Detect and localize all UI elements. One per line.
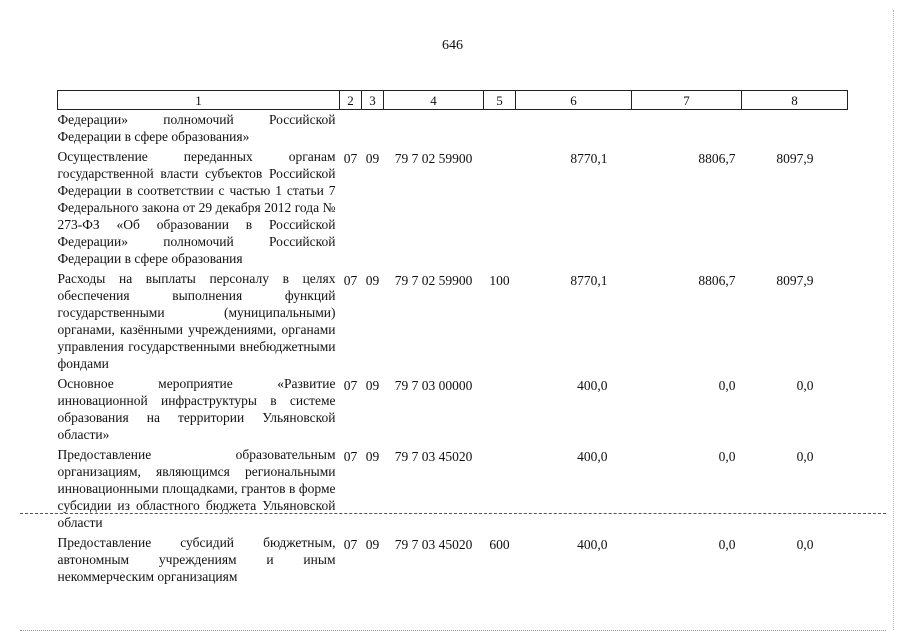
row-subsection: 09 xyxy=(365,449,380,464)
row-target-article: 79 7 02 59900 xyxy=(394,273,473,288)
column-header-4: 4 xyxy=(384,91,484,110)
row-amount-col6: 400,0 xyxy=(577,537,608,552)
row-amount-col7: 0,0 xyxy=(718,537,736,552)
column-header-6: 6 xyxy=(516,91,632,110)
row-amount-col6: 400,0 xyxy=(577,449,608,464)
scan-edge-bottom xyxy=(20,630,886,631)
table-row xyxy=(58,533,848,587)
row-amount-col7: 0,0 xyxy=(718,378,736,393)
row-name: Предоставление субсидий бюджетным, автономным учреждениям и иным некоммерческим организациям xyxy=(57,535,336,584)
row-amount-col8 xyxy=(742,110,848,148)
row-section: 07 xyxy=(343,273,358,288)
column-header-8: 8 xyxy=(742,91,848,110)
row-subsection: 09 xyxy=(365,151,380,166)
column-header-7: 7 xyxy=(632,91,742,110)
row-expense-type: 600 xyxy=(489,537,510,552)
column-header-1: 1 xyxy=(58,91,340,110)
table-row xyxy=(58,147,848,269)
row-name: Расходы на выплаты персоналу в целях обеспечения выполнения функций государственными (муниципальными) органами, казёнными учреждениями, органами управления государственными внебюджетными фондами xyxy=(57,271,336,371)
row-section: 07 xyxy=(343,449,358,464)
row-subsection: 09 xyxy=(365,537,380,552)
row-expense-type xyxy=(484,374,516,445)
row-subsection: 09 xyxy=(365,378,380,393)
row-amount-col7: 8806,7 xyxy=(698,151,736,166)
row-name: Основное мероприятие «Развитие инновационной инфраструктуры в системе образования на территории Ульяновской области» xyxy=(57,376,336,442)
scan-edge-right xyxy=(893,10,894,630)
row-subsection xyxy=(362,110,384,148)
column-header-2: 2 xyxy=(340,91,362,110)
row-section: 07 xyxy=(343,537,358,552)
row-amount-col6: 400,0 xyxy=(577,378,608,393)
row-amount-col7: 0,0 xyxy=(718,449,736,464)
row-section xyxy=(340,110,362,148)
row-amount-col6 xyxy=(516,110,632,148)
row-amount-col7: 8806,7 xyxy=(698,273,736,288)
row-target-article: 79 7 03 00000 xyxy=(394,378,473,393)
row-expense-type xyxy=(484,445,516,533)
row-target-article: 79 7 02 59900 xyxy=(394,151,473,166)
row-expense-type: 100 xyxy=(489,273,510,288)
row-amount-col7 xyxy=(632,110,742,148)
row-subsection: 09 xyxy=(365,273,380,288)
row-expense-type xyxy=(484,147,516,269)
row-amount-col8: 8097,9 xyxy=(776,151,814,166)
table-row xyxy=(58,374,848,445)
row-amount-col6: 8770,1 xyxy=(570,273,608,288)
row-expense-type xyxy=(484,110,516,148)
row-name: Предоставление образовательным организациям, являющимся региональными инновационными площадками, грантов в форме субсидии из областного бюджета Ульяновской области xyxy=(57,447,336,530)
row-amount-col8: 8097,9 xyxy=(776,273,814,288)
row-target-article: 79 7 03 45020 xyxy=(394,537,473,552)
table-row xyxy=(58,110,848,148)
row-amount-col6: 8770,1 xyxy=(570,151,608,166)
table-row xyxy=(58,445,848,533)
row-amount-col8: 0,0 xyxy=(796,537,814,552)
table-row xyxy=(58,269,848,374)
row-section: 07 xyxy=(343,378,358,393)
column-header-3: 3 xyxy=(362,91,384,110)
row-amount-col8: 0,0 xyxy=(796,378,814,393)
row-name: Федерации» полномочий Российской Федерации в сфере образования» xyxy=(57,112,336,144)
row-target-article: 79 7 03 45020 xyxy=(394,449,473,464)
page-number: 646 xyxy=(442,38,463,53)
row-name: Осуществление переданных органам государственной власти субъектов Российской Федерации в соответствии с частью 1 статьи 7 Федерального закона от 29 декабря 2012 года № 273-ФЗ «Об образовании в Российской Федерации» полномочий Российской Федерации в сфере образования xyxy=(57,149,336,266)
page-cut-line xyxy=(20,513,886,514)
table-header-row xyxy=(58,91,848,110)
row-amount-col8: 0,0 xyxy=(796,449,814,464)
row-section: 07 xyxy=(343,151,358,166)
row-target-article xyxy=(384,110,484,148)
column-header-5: 5 xyxy=(484,91,516,110)
